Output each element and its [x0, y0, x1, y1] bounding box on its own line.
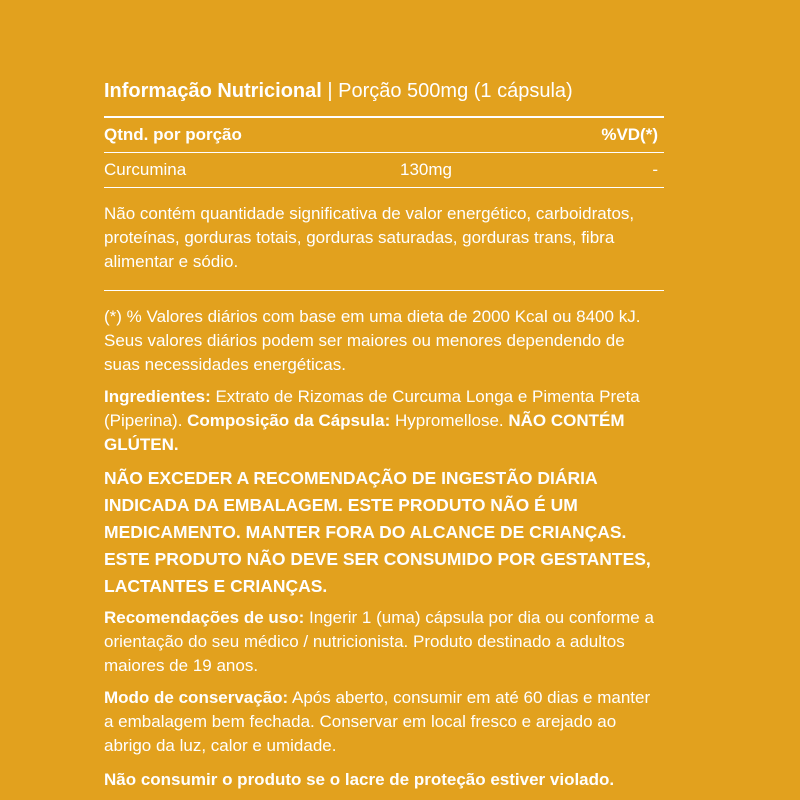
warning-text: NÃO EXCEDER A RECOMENDAÇÃO DE INGESTÃO DIÁRIA INDICADA DA EMBALAGEM. ESTE PRODUTO NÃO É UM MEDICAMENTO. MANTER FORA DO ALCANCE DE CRIANÇAS. ESTE PRODUTO NÃO DEVE SER CONSUMIDO POR GESTANTES, LACTANTES E CRIANÇAS.	[104, 468, 651, 596]
section-divider	[104, 290, 664, 291]
nutrition-title	[104, 78, 664, 104]
not-contains-text: Não contém quantidade significativa de valor energético, carboidratos, proteínas, gorduras totais, gorduras saturadas, gorduras trans, fibra alimentar e sódio.	[104, 204, 635, 271]
recommendations-paragraph	[104, 606, 664, 678]
table-row	[104, 153, 664, 187]
nutrient-vd: -	[652, 160, 658, 179]
nutrient-amount: 130mg	[400, 160, 452, 179]
capsule-text: Hypromellose.	[390, 411, 509, 430]
conservation-paragraph	[104, 686, 664, 758]
nutrient-name: Curcumina	[104, 160, 187, 179]
conservation-label: Modo de conservação:	[104, 688, 289, 707]
header-vd-label: %VD(*)	[601, 125, 658, 144]
title-bold: Informação Nutricional	[104, 80, 322, 102]
gluten-free-note: NÃO CONTÉM GLÚTEN.	[104, 411, 625, 454]
ingredients-label: Ingredientes:	[104, 387, 211, 406]
ingredients-text: Extrato de Rizomas de Curcuma Longa e Pimenta Preta (Piperina).	[104, 387, 640, 430]
recommendations-text: Ingerir 1 (uma) cápsula por dia ou conforme a orientação do seu médico / nutricionista. Produto destinado a adultos maiores de 19 anos.	[104, 608, 654, 675]
seal-warning-text: Não consumir o produto se o lacre de proteção estiver violado.	[104, 770, 615, 789]
table-header-row	[104, 118, 664, 152]
title-separator: |	[321, 80, 339, 102]
table-bottom-divider	[104, 187, 664, 188]
recommendations-label: Recomendações de uso:	[104, 608, 305, 627]
nutrition-panel	[104, 78, 664, 792]
header-qty-label: Qtnd. por porção	[104, 125, 242, 144]
conservation-text: Após aberto, consumir em até 60 dias e manter a embalagem bem fechada. Conservar em local fresco e arejado ao abrigo da luz, calor e umidade.	[104, 688, 651, 755]
title-serving: Porção 500mg (1 cápsula)	[338, 80, 573, 102]
capsule-label: Composição da Cápsula:	[187, 411, 391, 430]
ingredients-paragraph	[104, 385, 664, 457]
daily-values-note: (*) % Valores diários com base em uma dieta de 2000 Kcal ou 8400 kJ. Seus valores diários podem ser maiores ou menores dependendo de suas necessidades energéticas.	[104, 307, 641, 374]
